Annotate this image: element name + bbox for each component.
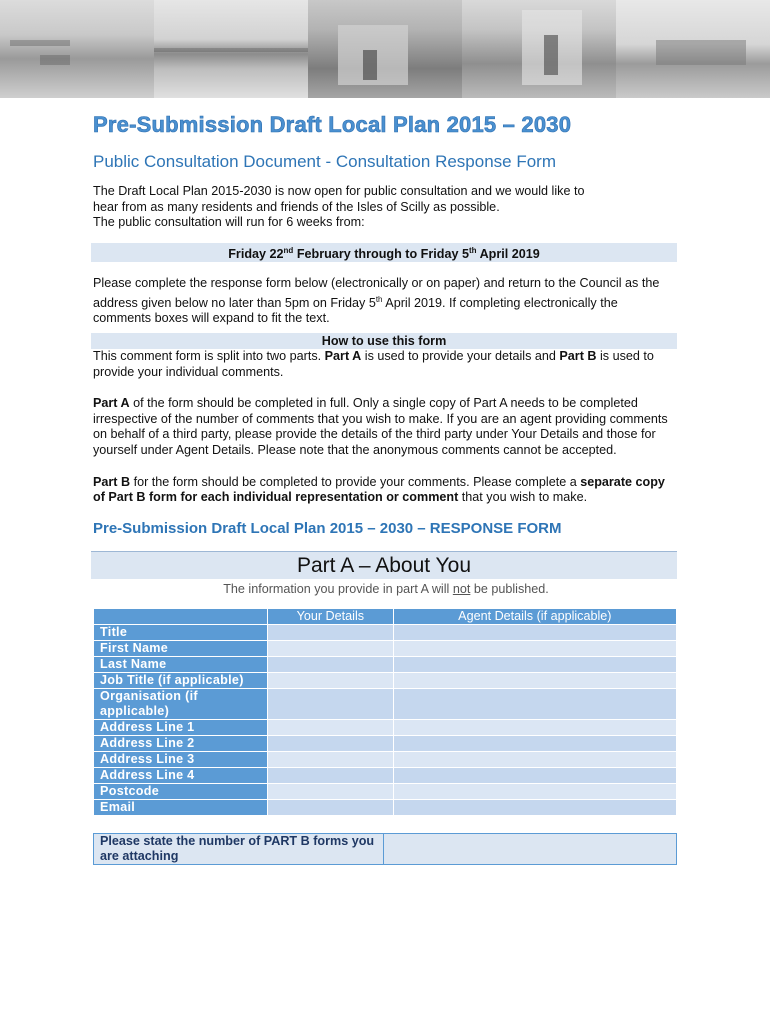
agent-address-2-field[interactable] (393, 735, 676, 751)
agent-postcode-field[interactable] (393, 783, 676, 799)
how-bold: Part A (324, 348, 362, 363)
table-row (94, 688, 677, 719)
table-row (94, 624, 677, 640)
document-body (93, 112, 679, 865)
your-address-3-field[interactable] (268, 751, 394, 767)
part-b-count-label: Please state the number of PART B forms you are attaching (94, 833, 384, 864)
agent-job-title-field[interactable] (393, 672, 676, 688)
how-to-use-text (93, 349, 679, 380)
table-row (94, 833, 677, 864)
dates-text: February through to Friday 5 (293, 246, 469, 261)
row-label: Last Name (94, 656, 268, 672)
agent-title-field[interactable] (393, 624, 676, 640)
part-b-instructions (93, 475, 679, 506)
table-row (94, 640, 677, 656)
details-header-blank (94, 608, 268, 624)
row-label: Address Line 4 (94, 767, 268, 783)
building-photo (616, 0, 770, 98)
table-row (94, 735, 677, 751)
part-b-text: for the form should be completed to provide your comments. Please complete a (130, 474, 581, 489)
your-first-name-field[interactable] (268, 640, 394, 656)
agent-first-name-field[interactable] (393, 640, 676, 656)
your-address-2-field[interactable] (268, 735, 394, 751)
response-form-title: Pre-Submission Draft Local Plan 2015 – 2030 – RESPONSE FORM (93, 519, 562, 537)
beach-photo (154, 0, 308, 98)
row-label: Postcode (94, 783, 268, 799)
details-table (93, 608, 677, 816)
dates-text: April 2019 (476, 246, 540, 261)
part-a-text: of the form should be completed in full. Only a single copy of Part A needs to be completed irrespective of the number of comments that you wish to make. If you are an agent providing comments on behalf of a third party, please provide the details of the third party under Your Details and those for yourself under Agent Details. Please note that the anonymous comments cannot be accepted. (93, 396, 668, 457)
table-row (94, 719, 677, 735)
agent-address-4-field[interactable] (393, 767, 676, 783)
your-email-field[interactable] (268, 799, 394, 815)
your-job-title-field[interactable] (268, 672, 394, 688)
table-row (94, 751, 677, 767)
how-text: is used to provide your individual comments. (93, 348, 654, 379)
agent-email-field[interactable] (393, 799, 676, 815)
your-address-1-field[interactable] (268, 719, 394, 735)
note-underlined: not (452, 581, 471, 596)
row-label: Email (94, 799, 268, 815)
dates-text: Friday 22 (228, 246, 284, 261)
part-b-count-table (93, 833, 677, 865)
row-label: Address Line 3 (94, 751, 268, 767)
intro-line: The Draft Local Plan 2015-2030 is now open for public consultation and we would like to (93, 184, 585, 198)
row-label: First Name (94, 640, 268, 656)
part-b-text: that you wish to make. (458, 490, 588, 505)
your-title-field[interactable] (268, 624, 394, 640)
dates-sup: nd (283, 245, 294, 255)
agent-last-name-field[interactable] (393, 656, 676, 672)
document-title: Pre-Submission Draft Local Plan 2015 – 2030 (93, 112, 572, 137)
how-text: This comment form is split into two parts. (93, 348, 325, 363)
return-sup: th (375, 294, 383, 304)
return-text: Please complete the response form below (electronically or on paper) and return to the Council as the address given below no later than 5pm on Friday 5 (93, 275, 660, 310)
harbour-photo (0, 0, 154, 98)
part-b-count-field[interactable] (384, 833, 677, 864)
part-a-bold: Part A (93, 396, 130, 411)
your-address-4-field[interactable] (268, 767, 394, 783)
part-a-instructions (93, 396, 679, 458)
your-details-header: Your Details (268, 608, 394, 624)
table-row (94, 767, 677, 783)
intro-line: hear from as many residents and friends of the Isles of Scilly as possible. (93, 199, 500, 214)
table-row (94, 799, 677, 815)
chapel-photo (308, 0, 462, 98)
details-header-row (94, 608, 677, 624)
row-label: Address Line 1 (94, 719, 268, 735)
agent-details-header: Agent Details (if applicable) (393, 608, 676, 624)
agent-organisation-field[interactable] (393, 688, 676, 719)
row-label: Organisation (if applicable) (94, 688, 268, 719)
consultation-dates-bar (91, 243, 677, 262)
dates-sup: th (468, 245, 477, 255)
row-label: Job Title (if applicable) (94, 672, 268, 688)
your-postcode-field[interactable] (268, 783, 394, 799)
church-photo (462, 0, 616, 98)
table-row (94, 783, 677, 799)
return-text: April 2019. If completing electronically the comments boxes will expand to fit the text. (93, 295, 618, 326)
how-text: is used to provide your details and (361, 348, 560, 363)
table-row (94, 672, 677, 688)
part-b-bold: Part B (93, 474, 131, 489)
intro-paragraph (93, 184, 679, 231)
document-subtitle: Public Consultation Document - Consultation Response Form (93, 152, 557, 171)
how-bold: Part B (559, 348, 597, 363)
table-row (94, 656, 677, 672)
row-label: Title (94, 624, 268, 640)
part-a-note (93, 582, 679, 596)
header-banner (0, 0, 770, 98)
return-instructions (93, 276, 679, 327)
agent-address-1-field[interactable] (393, 719, 676, 735)
your-organisation-field[interactable] (268, 688, 394, 719)
agent-address-3-field[interactable] (393, 751, 676, 767)
intro-line: The public consultation will run for 6 weeks from: (93, 215, 365, 230)
note-text: The information you provide in part A will (223, 581, 453, 596)
how-to-use-heading: How to use this form (91, 333, 677, 349)
your-last-name-field[interactable] (268, 656, 394, 672)
row-label: Address Line 2 (94, 735, 268, 751)
part-b-bold: separate copy of Part B form for each individual representation or comment (93, 474, 665, 505)
part-a-heading: Part A – About You (91, 551, 677, 579)
note-text: be published. (470, 581, 549, 596)
